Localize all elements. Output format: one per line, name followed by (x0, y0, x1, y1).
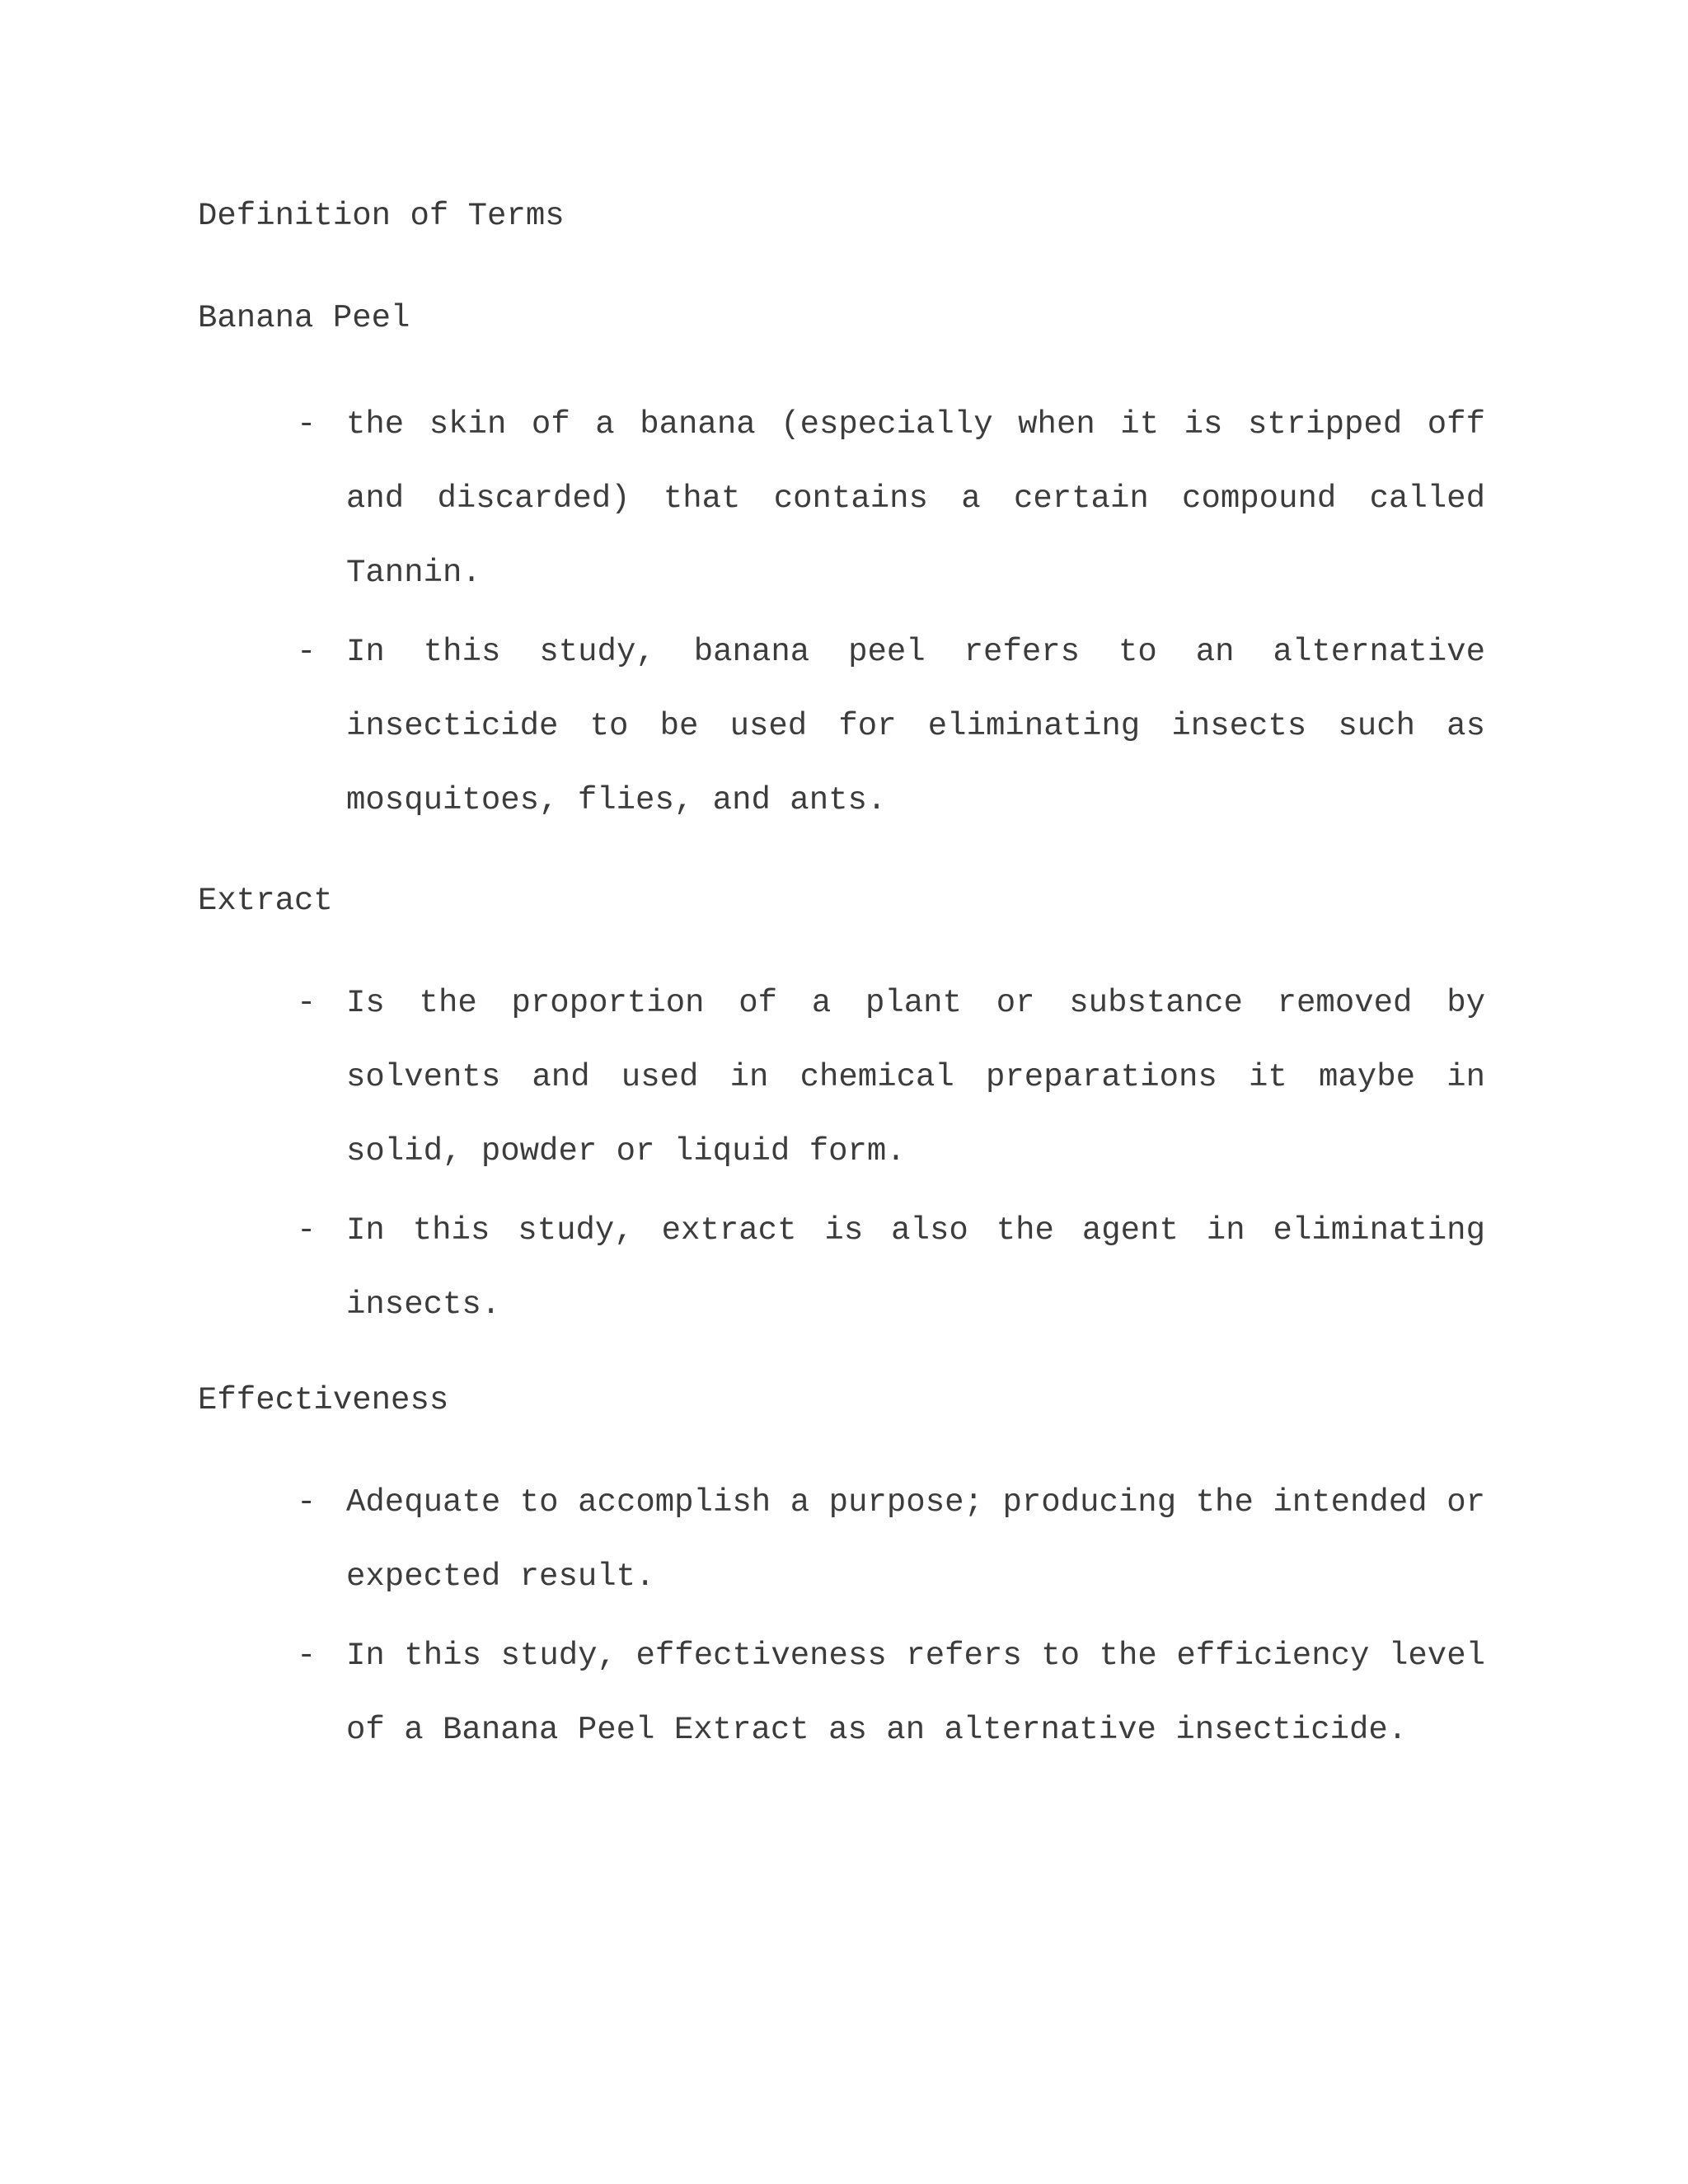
definition-text: In this study, extract is also the agent in eliminating insects. (346, 1212, 1485, 1323)
bullet-dash: - (297, 1484, 316, 1521)
definition-item (297, 1465, 1485, 1614)
term-heading-effectiveness: Effectiveness (198, 1382, 449, 1418)
definition-item (297, 1619, 1485, 1767)
bullet-dash: - (297, 1212, 316, 1249)
definition-text: Adequate to accomplish a purpose; producing the intended or expected result. (346, 1484, 1485, 1595)
definition-list-effectiveness (297, 1465, 1485, 1767)
definition-text: In this study, banana peel refers to an alternative insecticide to be used for eliminating insects such as mosquitoes, flies, and ants. (346, 634, 1485, 818)
definition-item (297, 615, 1485, 837)
page-title: Definition of Terms (198, 198, 565, 234)
definition-item (297, 1193, 1485, 1342)
definition-list-extract (297, 966, 1485, 1342)
definition-text: the skin of a banana (especially when it is stripped off and discarded) that contains a certain compound called Tannin. (346, 406, 1485, 591)
definition-item (297, 387, 1485, 610)
definition-list-banana-peel (297, 387, 1485, 837)
term-heading-banana-peel: Banana Peel (198, 300, 410, 336)
bullet-dash: - (297, 406, 316, 443)
bullet-dash: - (297, 634, 316, 670)
bullet-dash: - (297, 985, 316, 1021)
term-heading-extract: Extract (198, 883, 333, 919)
definition-item (297, 966, 1485, 1188)
definition-text: In this study, effectiveness refers to the efficiency level of a Banana Peel Extract as an alternative insecticide. (346, 1638, 1485, 1748)
bullet-dash: - (297, 1638, 316, 1674)
definition-text: Is the proportion of a plant or substance removed by solvents and used in chemical preparations it maybe in solid, powder or liquid form. (346, 985, 1485, 1169)
